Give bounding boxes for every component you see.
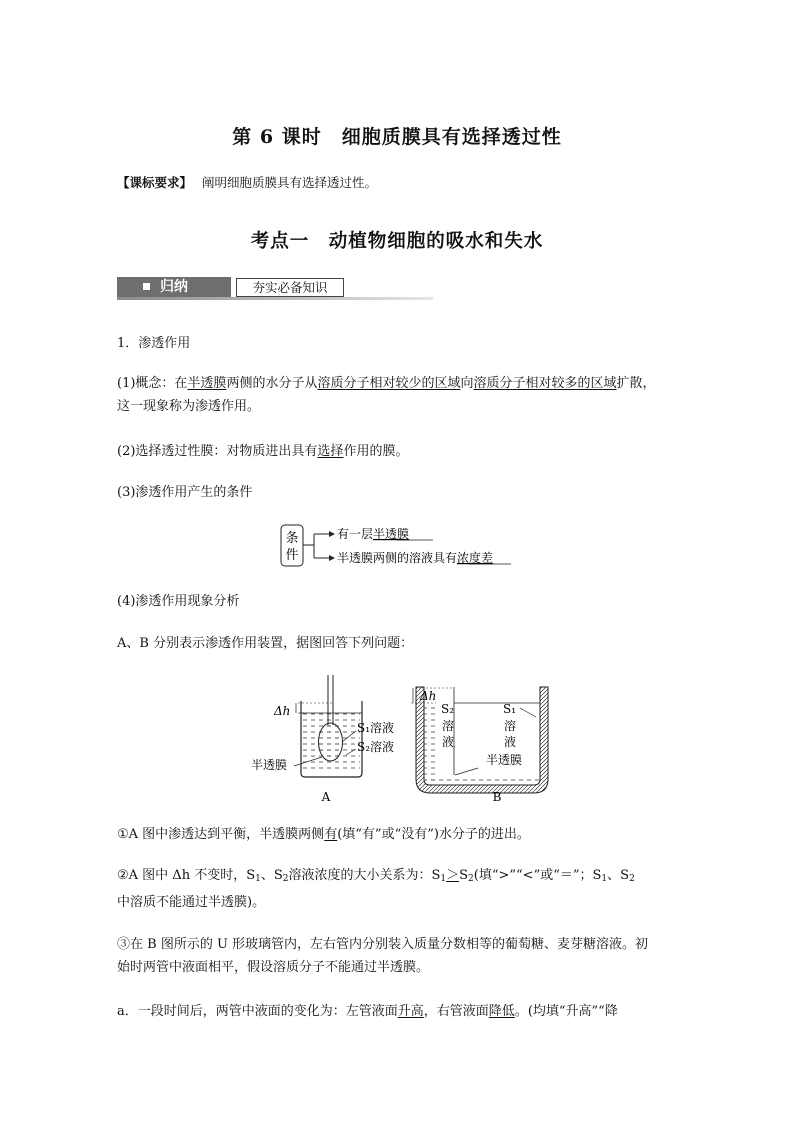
b-s2-rong: 溶 <box>442 719 455 733</box>
concept-mid-2: 向 <box>460 376 474 391</box>
question-2: ②A 图中 Δh 不变时，$S_1$、$S_2$溶液浓度的大小关系为：$S_1>S_2$(填“>”“<”或“＝”；$S_1$、$S_2$ 中溶质不能通过半透膜)。 <box>117 868 635 910</box>
qa-blank-1: 升高 <box>397 1004 424 1019</box>
membrane-label-b: 半透膜 <box>486 753 523 767</box>
s2-solution-label: S₂溶液 <box>357 740 395 754</box>
q1-prefix: ①A 图中渗透达到平衡，半透膜两侧 <box>117 827 325 842</box>
funnel-bulb <box>319 723 343 761</box>
b-s2-ye: 液 <box>442 735 455 749</box>
concept-blank-3: 溶质分子相对较多的区域 <box>473 376 617 391</box>
question-3 <box>117 933 682 979</box>
delta-h-label-a: Δh <box>274 704 291 718</box>
q1-blank: 有 <box>324 827 338 842</box>
selective-blank: 选择 <box>317 444 344 459</box>
selective-prefix: (2)选择透过性膜：对物质进出具有 <box>117 444 318 459</box>
conditions-diagram <box>280 522 520 570</box>
concept-paragraph <box>117 372 682 418</box>
heading-osmosis: 1．渗透作用 <box>117 336 191 351</box>
qa-blank-2: 降低 <box>488 1004 515 1019</box>
delta-h-label-b: Δh <box>420 689 437 703</box>
concept-blank-2: 溶质分子相对较少的区域 <box>317 376 461 391</box>
condition-char-1: 条 <box>285 531 299 546</box>
question-1 <box>117 823 682 846</box>
osmosis-figure <box>246 675 556 810</box>
figure-a-label: A <box>321 790 331 804</box>
summary-banner <box>117 277 433 303</box>
question-intro: A、B 分别表示渗透作用装置，据图回答下列问题： <box>117 636 414 651</box>
condition-char-2: 件 <box>285 548 299 563</box>
requirement-label: 【课标要求】 <box>117 175 193 190</box>
banner-tag: 夯实必备知识 <box>236 278 344 297</box>
concept-line-2: 这一现象称为渗透作用。 <box>117 399 261 414</box>
condition-item-1: 有一层半透膜 <box>337 527 410 541</box>
qa-mid: ，右管液面 <box>423 1004 489 1019</box>
q3-line-1: ③在 B 图所示的 U 形玻璃管内，左右管内分别装入质量分数相等的葡萄糖、麦芽糖溶液。初 <box>117 937 649 952</box>
banner-label-box <box>117 277 231 297</box>
b-s1-rong: 溶 <box>504 719 517 733</box>
q1-suffix: (填“有”或“没有”)水分子的进出。 <box>337 827 530 842</box>
banner-label: 归纳 <box>160 279 188 295</box>
b-s2-label: S₂ <box>441 702 455 716</box>
q2-blank: ＞ <box>446 868 460 883</box>
conditions-heading: (3)渗透作用产生的条件 <box>117 485 253 500</box>
q2-suffix2: 、S <box>607 868 630 883</box>
qa-prefix: a．一段时间后，两管中液面的变化为：左管液面 <box>117 1004 398 1019</box>
q2-prefix: ②A 图中 Δh 不变时，S <box>117 868 256 883</box>
q2-mid3: S <box>459 868 469 883</box>
course-requirement <box>117 173 377 191</box>
concept-suffix: 扩散， <box>616 376 656 391</box>
qa-suffix: 。(均填“升高”“降 <box>514 1004 618 1019</box>
banner-underline <box>117 297 433 300</box>
analysis-heading: (4)渗透作用现象分析 <box>117 594 240 609</box>
concept-mid-1: 两侧的水分子从 <box>226 376 318 391</box>
q2-mid2: 溶液浓度的大小关系为：S <box>288 868 441 883</box>
concept-prefix: (1)概念：在 <box>117 376 188 391</box>
arrow-2-icon <box>329 555 335 561</box>
membrane-label-a: 半透膜 <box>251 758 288 772</box>
apparatus-a <box>251 675 394 804</box>
selective-suffix: 作用的膜。 <box>343 444 409 459</box>
arrow-1-icon <box>329 531 335 537</box>
apparatus-b <box>411 687 548 804</box>
square-bullet-icon <box>143 283 150 290</box>
requirement-text: 阐明细胞质膜具有选择透过性。 <box>202 175 378 190</box>
question-a <box>117 1000 682 1023</box>
q2-mid: 、S <box>260 868 283 883</box>
selective-membrane-paragraph <box>117 440 682 463</box>
section-title: 考点一 动植物细胞的吸水和失水 <box>250 231 544 252</box>
b-s1-label: S₁ <box>503 702 517 716</box>
q2-suffix: (填“>”“<”或“＝”；S <box>473 868 602 883</box>
figure-b-label: B <box>492 790 502 804</box>
condition-item-2: 半透膜两侧的溶液具有浓度差 <box>337 551 494 565</box>
concept-blank-1: 半透膜 <box>187 376 227 391</box>
page-title: 第 6 课时 细胞质膜具有选择透过性 <box>232 126 562 148</box>
b-s1-ye: 液 <box>504 735 517 749</box>
q3-line-2: 始时两管中液面相平，假设溶质分子不能通过半透膜。 <box>117 960 430 975</box>
q2-line-2: 中溶质不能通过半透膜)。 <box>117 895 266 910</box>
s1-solution-label: S₁溶液 <box>357 721 395 735</box>
